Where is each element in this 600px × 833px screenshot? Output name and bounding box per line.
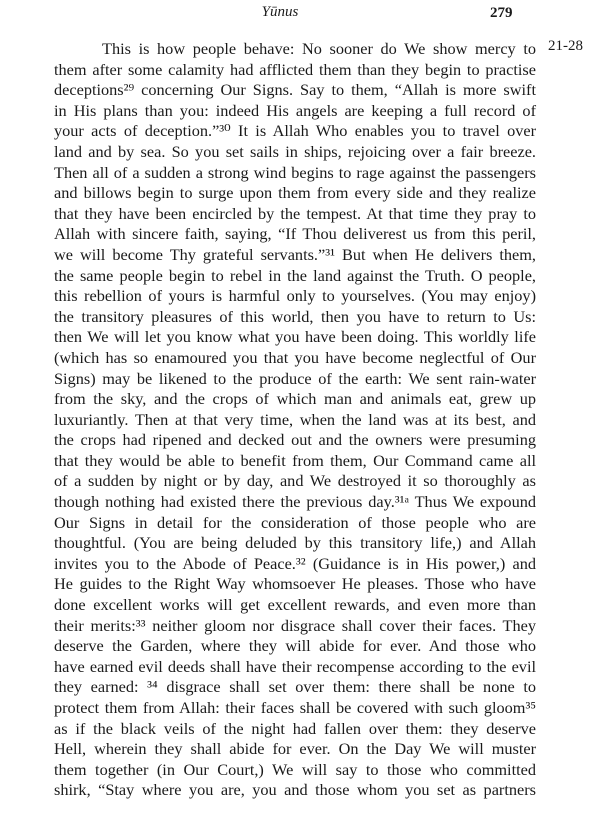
text-line: Hell, wherein they shall abide for ever. On the Day We will muster xyxy=(54,739,536,759)
text-line: Our Signs in detail for the consideration of those people who are xyxy=(54,512,536,532)
text-line: have earned evil deeds shall have their recompense according to the evil xyxy=(54,656,536,676)
text-line: they earned: ³⁴ disgrace shall set over them: there shall be none to xyxy=(54,677,536,697)
text-line: their merits:³³ neither gloom nor disgrace shall cover their faces. They xyxy=(54,615,536,635)
text-line: Then all of a sudden a strong wind begins to rage against the passengers xyxy=(54,162,536,182)
text-line: your acts of deception.”³⁰ It is Allah Who enables you to travel over xyxy=(54,121,536,141)
text-line: of a sudden by night or by day, and We destroyed it so thoroughly as xyxy=(54,471,536,491)
text-line: that they would be able to benefit from them, Our Command came all xyxy=(54,450,536,470)
text-line: deceptions²⁹ concerning Our Signs. Say to them, “Allah is more swift xyxy=(54,80,536,100)
text-line: land and by sea. So you set sails in ships, rejoicing over a fair breeze. xyxy=(54,141,536,161)
text-line: the same people begin to rebel in the land against the Truth. O people, xyxy=(54,265,536,285)
text-line: the transitory pleasures of this world, then you have to return to Us: xyxy=(54,306,536,326)
text-line: that they have been encircled by the tempest. At that time they pray to xyxy=(54,203,536,223)
text-line: this rebellion of yours is harmful only to yourselves. (You may enjoy) xyxy=(54,286,536,306)
text-line: This is how people behave: No sooner do We show mercy to xyxy=(102,39,536,58)
text-line: shirk, “Stay where you are, you and those whom you set as partners xyxy=(54,780,536,800)
text-line: though nothing had existed there the previous day.³¹ᵃ Thus We expound xyxy=(54,492,536,512)
verse-range-note: 21-28 xyxy=(548,38,583,54)
running-head xyxy=(0,2,600,24)
text-line: as if the black veils of the night had fallen over them: they deserve xyxy=(54,718,536,738)
text-line: then We will let you know what you have been doing. This worldly life xyxy=(54,327,536,347)
text-line: them together (in Our Court,) We will say to those who committed xyxy=(54,759,536,779)
text-line: we will become Thy grateful servants.”³¹ But when He delivers them, xyxy=(54,244,536,264)
text-line: invites you to the Abode of Peace.³² (Guidance is in His power,) and xyxy=(54,553,536,573)
text-line: luxuriantly. Then at that very time, when the land was at its best, and xyxy=(54,409,536,429)
text-line: in His plans than you: indeed His angels are keeping a full record of xyxy=(54,100,536,120)
text-line: and billows begin to surge upon them from every side and they realize xyxy=(54,183,536,203)
body-text xyxy=(54,39,536,801)
text-line: done excellent works will get excellent rewards, and even more than xyxy=(54,595,536,615)
running-title: Yūnus xyxy=(261,4,299,20)
page-number: 279 xyxy=(490,5,513,21)
text-line: from the sky, and the crops of which man and animals eat, grew up xyxy=(54,389,536,409)
text-line: Signs) may be likened to the produce of the earth: We sent rain-water xyxy=(54,368,536,388)
text-line: the crops had ripened and decked out and the owners were presuming xyxy=(54,430,536,450)
text-line: He guides to the Right Way whomsoever He pleases. Those who have xyxy=(54,574,536,594)
text-line: thoughtful. (You are being deluded by this transitory life,) and Allah xyxy=(54,533,536,553)
text-line: them after some calamity had afflicted them than they begin to practise xyxy=(54,59,536,79)
text-line: deserve the Garden, where they will abide for ever. And those who xyxy=(54,636,536,656)
text-line: protect them from Allah: their faces shall be covered with such gloom³⁵ xyxy=(54,698,536,717)
text-line: Allah with sincere faith, saying, “If Thou deliverest us from this peril, xyxy=(54,224,536,244)
text-line: (which has so enamoured you that you have become neglectful of Our xyxy=(54,347,536,367)
